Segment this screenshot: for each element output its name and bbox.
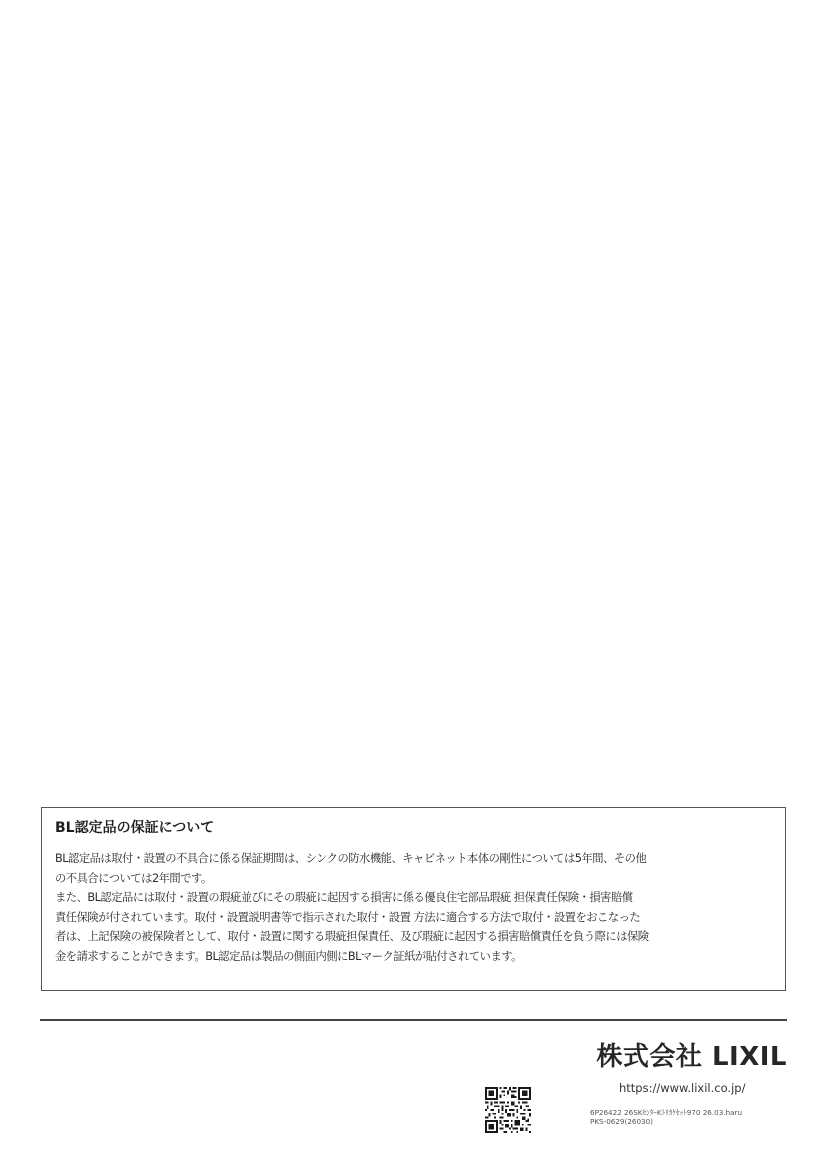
warranty-line: BL認定品は取付・設置の不具合に係る保証期間は、シンクの防水機能、キャビネット本体の剛性については5年間、その他 xyxy=(55,852,647,865)
warranty-body xyxy=(55,849,772,967)
warranty-line: 金を請求することができます。BL認定品は製品の側面内側にBLマーク証紙が貼付されています。 xyxy=(55,949,522,963)
company-logo: 株式会社 LIXIL xyxy=(596,1042,787,1072)
footer-divider xyxy=(40,1019,787,1021)
warranty-line: また、BL認定品には取付・設置の瑕疵並びにその瑕疵に起因する損害に係る優良住宅部品瑕疵 担保責任保険・損害賠償 xyxy=(55,891,633,905)
warranty-line: 者は、上記保険の被保険者として、取付・設置に関する瑕疵担保責任、及び瑕疵に起因する損害賠償責任を負う際には保険 xyxy=(55,930,649,944)
warranty-line: 責任保険が付されています。取付・設置説明書等で指示された取付・設置 方法に適合する方法で取付・設置をおこなった xyxy=(55,910,641,924)
warranty-title: BL認定品の保証について xyxy=(55,820,215,836)
qr-code-icon[interactable] xyxy=(485,1087,531,1133)
product-code xyxy=(590,1109,742,1126)
bl-warranty-box xyxy=(41,807,786,991)
product-code-line: 6P26422 26SKｾﾝﾀｰKﾄﾘｶｹｾｯﾄ970 26.03.haru xyxy=(590,1108,743,1117)
product-code-line: PKS-0629(26030) xyxy=(590,1116,653,1126)
warranty-line: の不具合については2年間です。 xyxy=(55,871,212,885)
website-url[interactable]: https://www.lixil.co.jp/ xyxy=(619,1081,746,1095)
